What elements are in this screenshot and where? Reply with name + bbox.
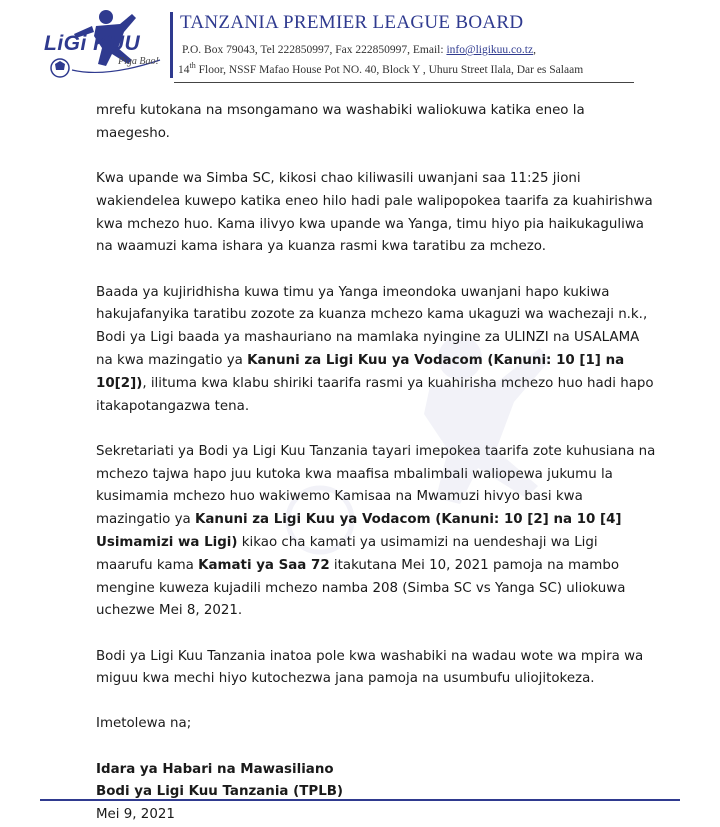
paragraph-3 [96,282,656,419]
logo-text: LiGi KUU [44,32,141,55]
logo-tagline: Piga Bao! [118,56,159,67]
league-logo [36,8,170,84]
organization-name: TANZANIA PREMIER LEAGUE BOARD [180,12,524,33]
address-line [178,61,583,76]
floor-suffix: th [189,61,196,70]
contact-details: P.O. Box 79043, Tel 222850997, Fax 222850997, Email: [182,44,447,56]
paragraph-5: Bodi ya Ligi Kuu Tanzania inatoa pole kwa washabiki na wadau wote wa mpira wa miguu kwa mechi hiyo kutochezwa jana pamoja na usumbufu uliojitokeza. [96,648,644,687]
paragraph-4-text-c: itakutana Mei 10, 2021 pamoja na mambo mengine kuweza kujadili mchezo namba 208 (Simba SC vs Yanga SC) uliokuwa uchezwe Mei 8, 2021. [96,557,626,619]
signature-date: Mei 9, 2021 [96,807,175,823]
footer-rule [40,799,680,801]
contact-comma: , [533,44,536,56]
floor-number: 14 [178,63,190,76]
paragraph-4-text-b: kikao cha kamati ya usimamizi na uendeshaji wa Ligi maarufu kama [96,534,598,573]
paragraph-4-text-a: Sekretariati ya Bodi ya Ligi Kuu Tanzania tayari imepokea taarifa zote kuhusiana na mchezo tajwa hapo juu kutoka kwa maafisa mbalimbali waliopewa jukumu la kusimamia mchezo huo wakiwemo Kamisaa na Mwamuzi hivyo basi kwa mazingatio ya [96,443,656,528]
contact-line [182,44,536,56]
letterhead [0,0,720,90]
paragraph-2: Kwa upande wa Simba SC, kikosi chao kiliwasili uwanjani saa 11:25 jioni wakiendelea kuwepo katika eneo hilo hadi pale walipopokea taarifa za kuahirishwa kwa mchezo huo. Kama ilivyo kwa upande wa Yanga, timu hiyo pia haikukaguliwa na waamuzi kama ishara ya kuanza rasmi kwa taratibu za mchezo. [96,170,653,255]
paragraph-1: mrefu kutokana na msongamano wa washabiki waliokuwa katika eneo la maegesho. [96,103,585,141]
letter-body [96,100,656,827]
paragraph-3-text-a: Baada ya kujiridhisha kuwa timu ya Yanga imeondoka uwanjani hapo kukiwa hakujafanyika taratibu zozote za kuanza mchezo kama ukaguzi wa wachezaji n.k., Bodi ya Ligi baada ya mashauriano na mamlaka nyingine za ULINZI na USALAMA na kwa mazingatio ya [96,284,648,368]
signature-organization: Bodi ya Ligi Kuu Tanzania (TPLB) [96,784,344,800]
signature-block [96,759,656,827]
email-link[interactable]: info@ligikuu.co.tz [446,44,534,56]
address-details: Floor, NSSF Mafao House Pot NO. 40, Block Y , Uhuru Street Ilala, Dar es Salaam [195,63,584,76]
header-rule [174,82,634,83]
paragraph-4-bold-2: Kamati ya Saa 72 [198,557,330,573]
paragraph-6: Imetolewa na; [96,716,192,732]
header-divider [170,12,173,78]
paragraph-3-text-b: , ilituma kwa klabu shiriki taarifa rasmi ya kuahirisha mchezo huo hadi hapo itakapotangazwa tena. [96,375,654,414]
paragraph-4-bold-1: Kanuni za Ligi Kuu ya Vodacom (Kanuni: 10 [2] na 10 [4] Usimamizi wa Ligi) [96,512,622,550]
paragraph-4 [96,441,656,623]
signature-department: Idara ya Habari na Mawasiliano [96,761,334,777]
paragraph-3-bold: Kanuni za Ligi Kuu ya Vodacom (Kanuni: 10 [1] na 10[2]) [96,352,625,391]
